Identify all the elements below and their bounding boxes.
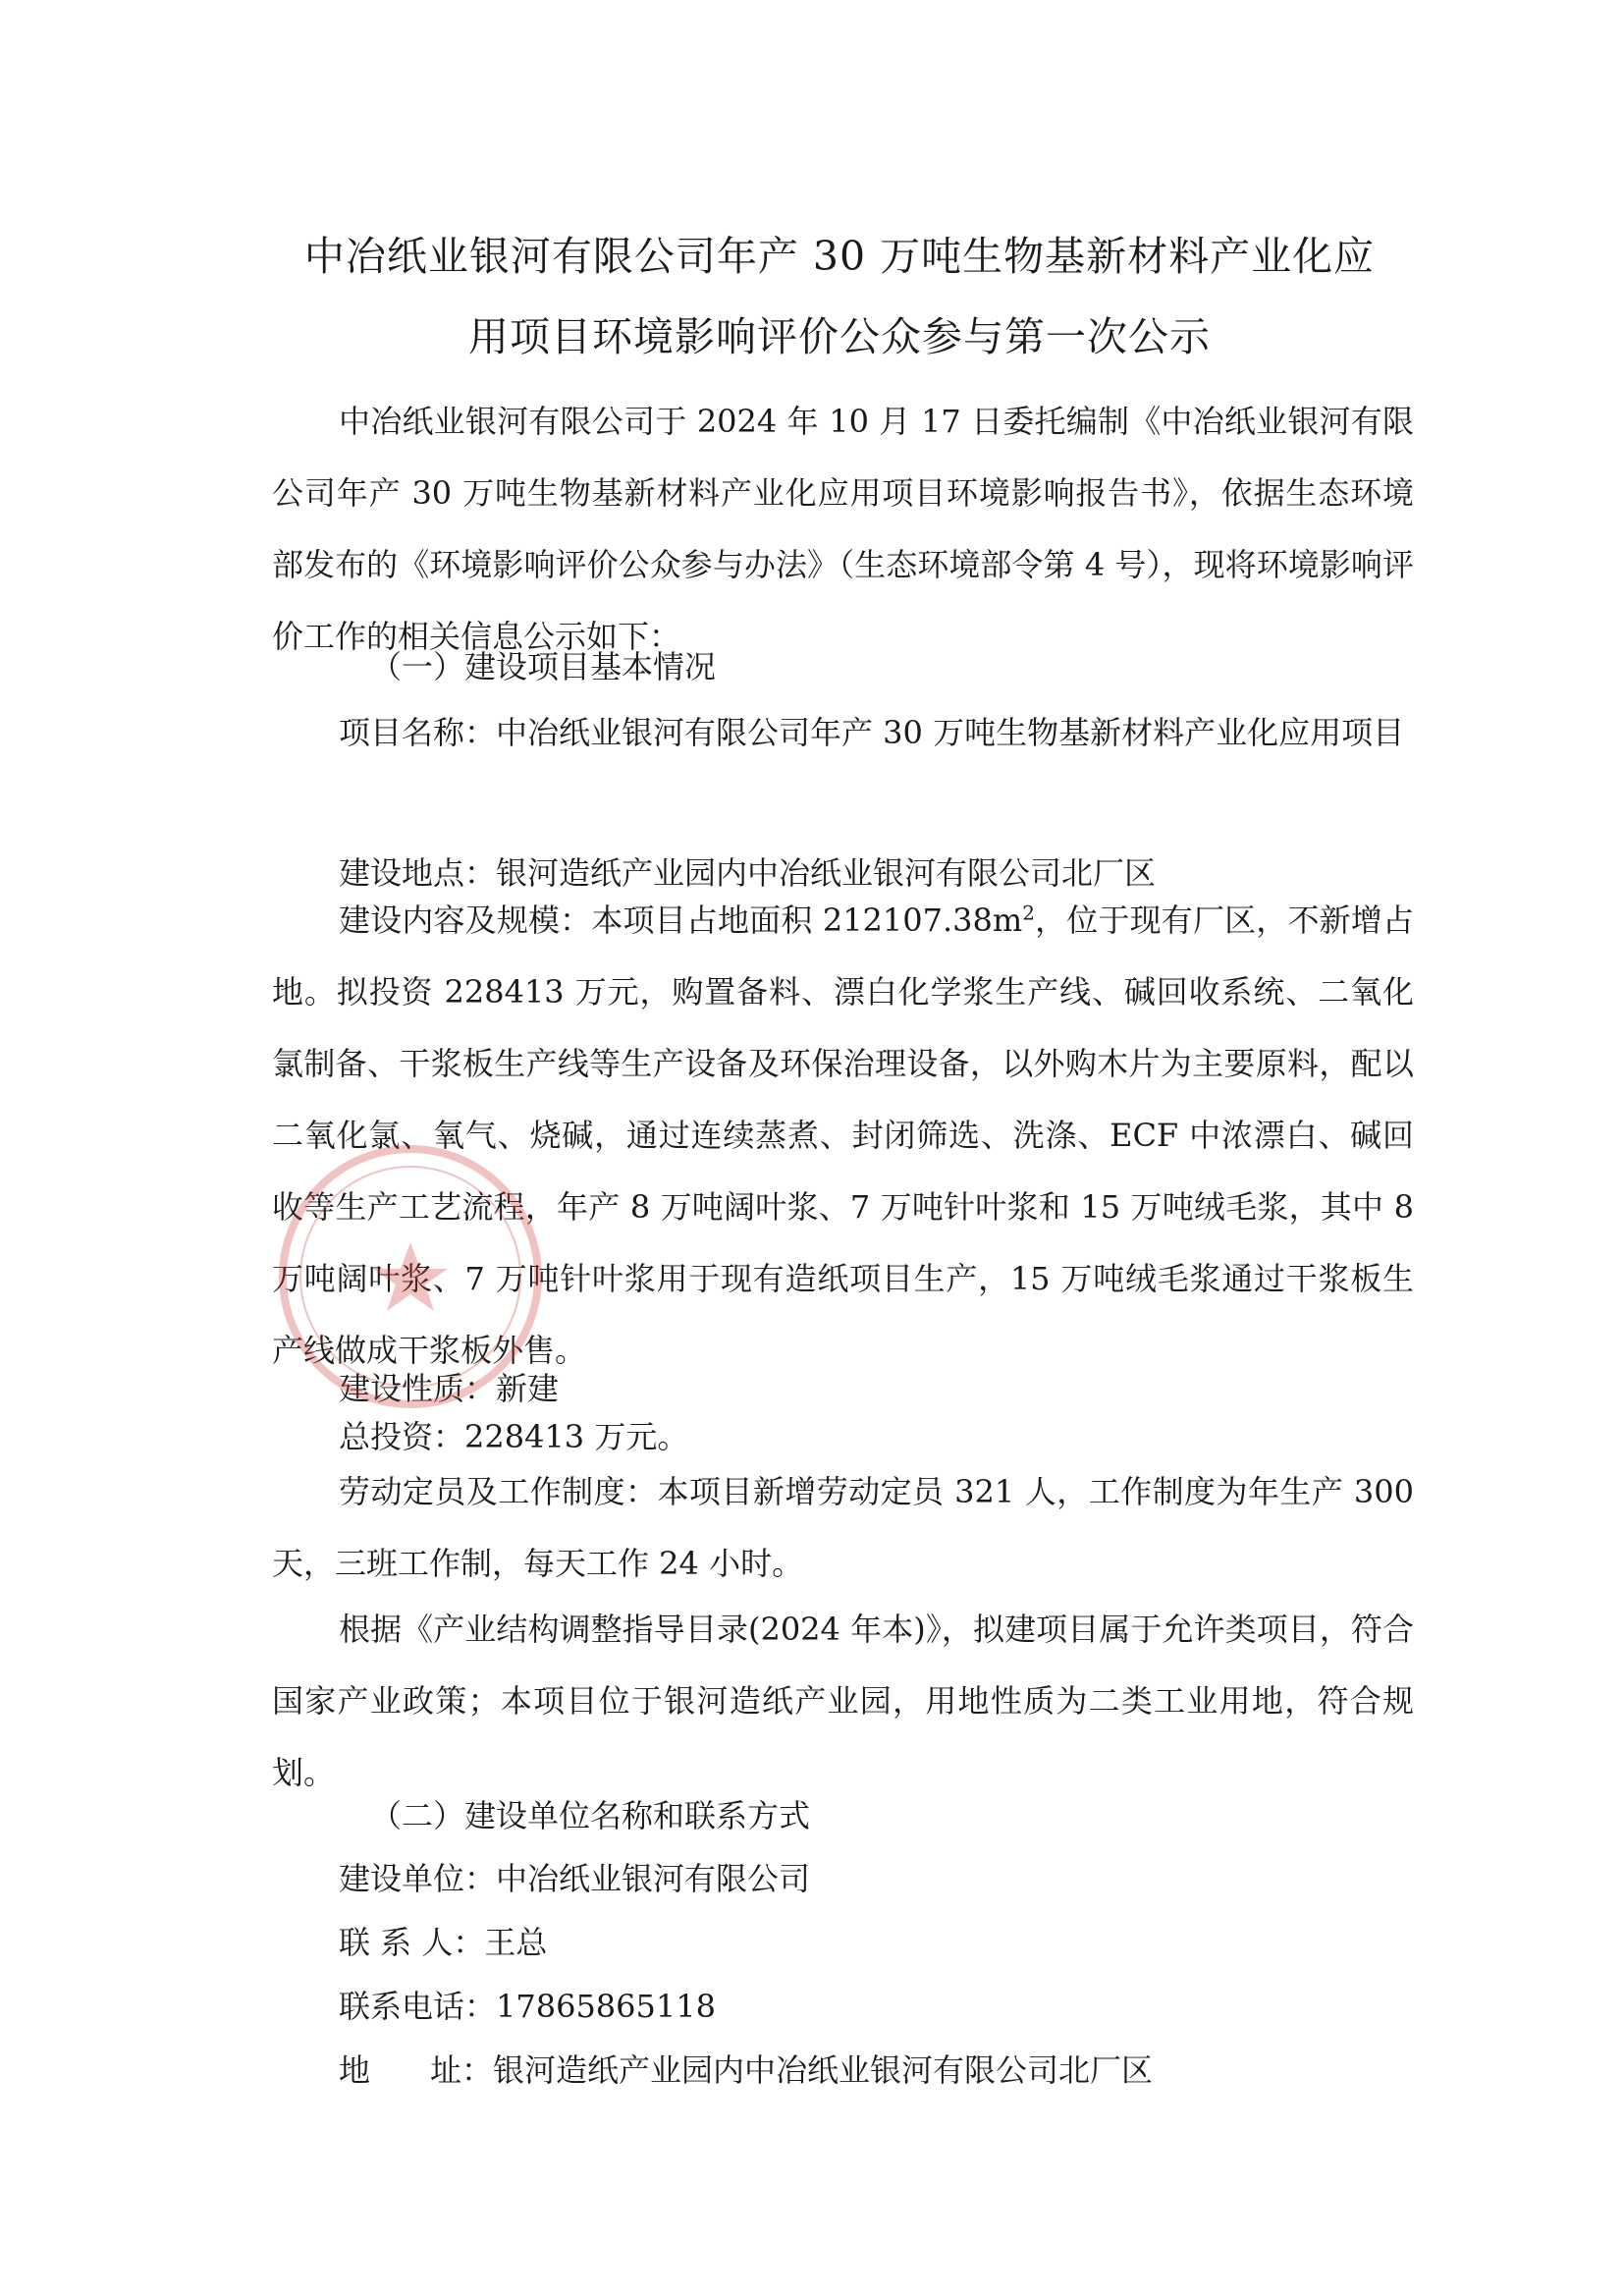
page-title-line-1: 中冶纸业银河有限公司年产 30 万吨生物基新材料产业化应 — [303, 233, 1376, 280]
scale-prefix: 建设内容及规模：本项目占地面积 212107.38m — [339, 902, 1023, 939]
project-name: 项目名称：中冶纸业银河有限公司年产 30 万吨生物基新材料产业化应用项目 — [339, 714, 1405, 751]
scale-superscript: 2 — [1022, 901, 1035, 925]
section-1-heading: （一）建设项目基本情况 — [370, 648, 717, 685]
policy-compliance: 根据《产业结构调整指导目录(2024 年本)》，拟建项目属于允许类项目，符合国家产业政策；本项目位于银河造纸产业园，用地性质为二类工业用地，符合规划。 — [272, 1611, 1414, 1791]
scale-rest: ，位于现有厂区，不新增占地。拟投资 228413 万元，购置备料、漂白化学浆生产线、碱回收系统、二氧化氯制备、干浆板生产线等生产设备及环保治理设备，以外购木片为主要原料，配以二氧化氯、氧气、烧碱，通过连续蒸煮、封闭筛选、洗涤、ECF 中浓漂白、碱回收等生产工艺流程，年产 8 万吨阔叶浆、7 万吨针叶浆和 15 万吨绒毛浆，其中 8 万吨阔叶浆、7 万吨针叶浆用于现有造纸项目生产，15 万吨绒毛浆通过干浆板生产线做成干浆板外售。 — [272, 902, 1414, 1369]
construction-unit: 建设单位：中冶纸业银河有限公司 — [339, 1860, 811, 1897]
construction-nature: 建设性质：新建 — [339, 1370, 560, 1407]
labor-schedule: 劳动定员及工作制度：本项目新增劳动定员 321 人，工作制度为年生产 300 天，三班工作制，每天工作 24 小时。 — [272, 1473, 1414, 1582]
construction-location: 建设地点：银河造纸产业园内中冶纸业银河有限公司北厂区 — [339, 854, 1157, 892]
construction-scale — [272, 885, 1414, 1387]
section-2-heading: （二）建设单位名称和联系方式 — [370, 1797, 811, 1834]
contact-person: 联 系 人：王总 — [339, 1924, 548, 1961]
intro-paragraph: 中冶纸业银河有限公司于 2024 年 10 月 17 日委托编制《中冶纸业银河有限公司年产 30 万吨生物基新材料产业化应用项目环境影响报告书》，依据生态环境部发布的《环境影响评价公众参与办法》（生态环境部令第 4 号），现将环境影响评价工作的相关信息公示如下： — [272, 403, 1414, 655]
total-investment: 总投资：228413 万元。 — [339, 1418, 689, 1455]
contact-phone: 联系电话：17865865118 — [339, 1988, 716, 2025]
page-title-line-2: 用项目环境影响评价公众参与第一次公示 — [468, 313, 1211, 360]
contact-address: 地 址：银河造纸产业园内中冶纸业银河有限公司北厂区 — [339, 2051, 1154, 2089]
